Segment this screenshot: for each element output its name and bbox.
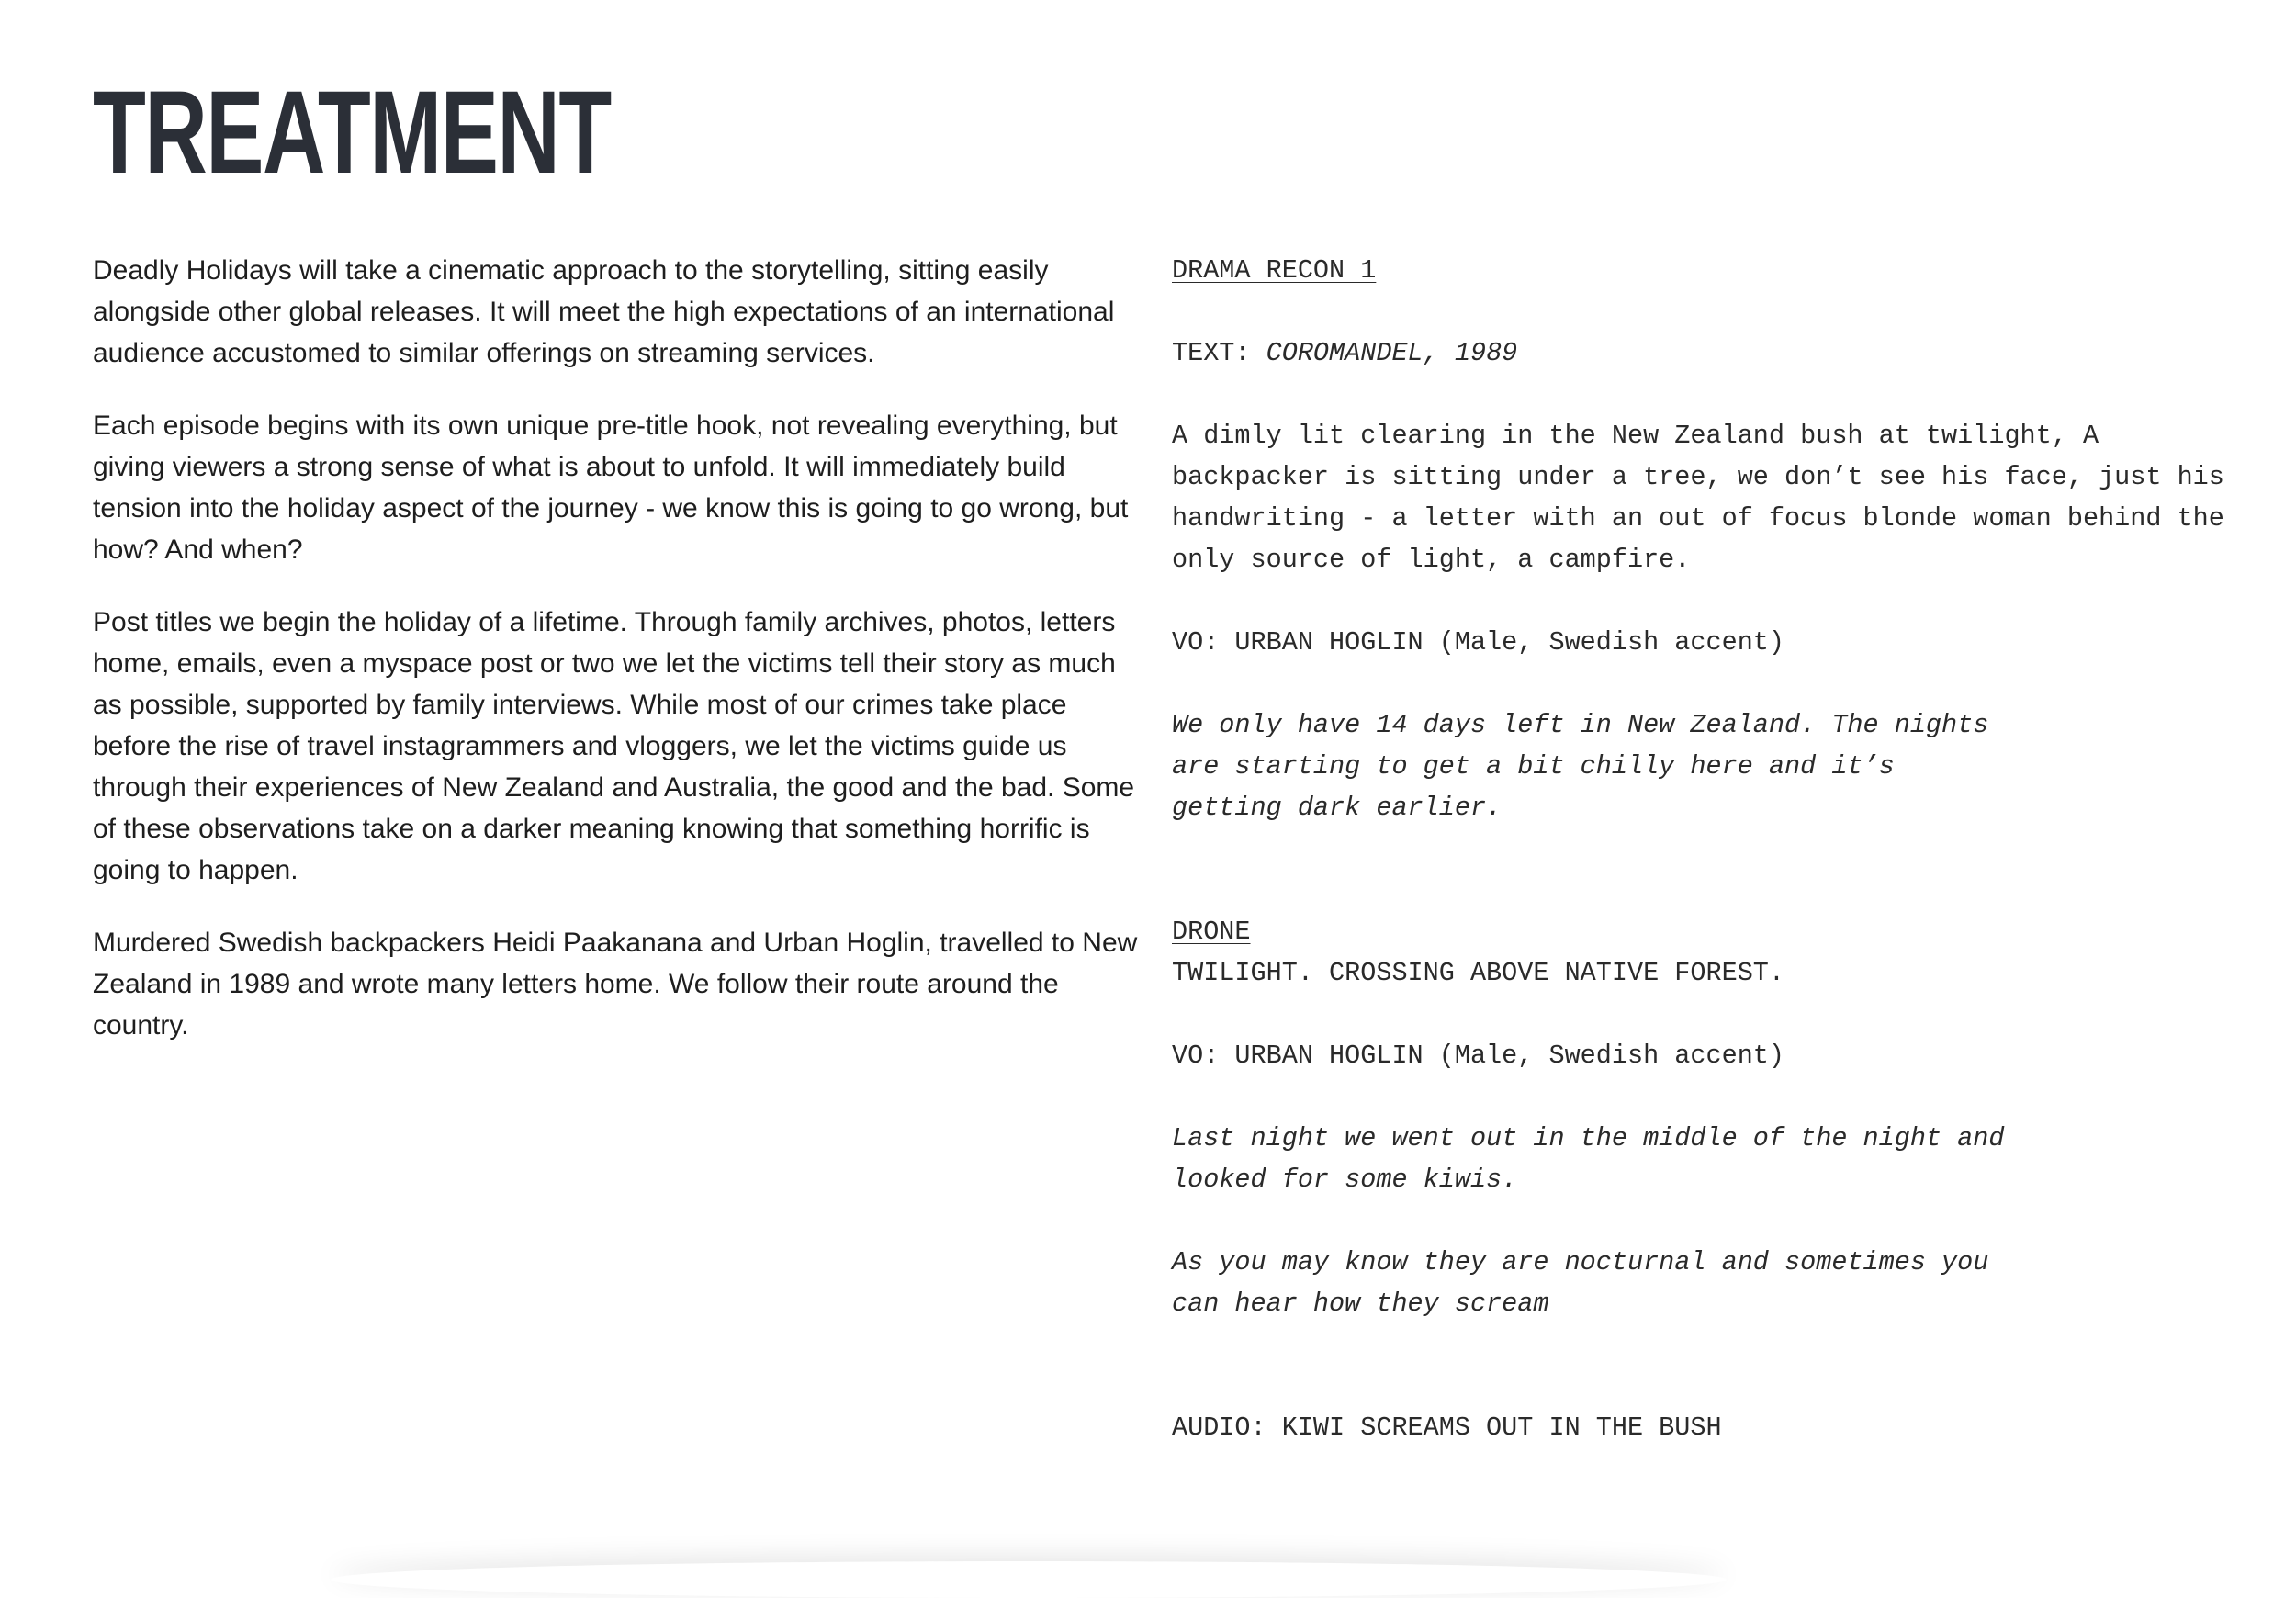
text-card-line bbox=[1172, 332, 2265, 374]
script-column bbox=[1172, 250, 2265, 1448]
text-card-value: COROMANDEL, 1989 bbox=[1266, 338, 1518, 368]
treatment-text-column bbox=[93, 250, 1149, 1077]
voiceover-dialogue: As you may know they are nocturnal and sometimes you can hear how they scream bbox=[1172, 1247, 2005, 1319]
audio-cue: AUDIO: KIWI SCREAMS OUT IN THE BUSH bbox=[1172, 1412, 1722, 1443]
scene-heading: DRAMA RECON 1 bbox=[1172, 255, 1377, 286]
treatment-paragraph: Post titles we begin the holiday of a lifetime. Through family archives, photos, letters home, emails, even a myspace post or two we let the victims tell their story as much as possible, supported by family interviews. While most of our crimes take place before the rise of travel instagrammers and vloggers, we let the victims guide us through their experiences of New Zealand and Australia, the good and the bad. Some of these observations take on a darker meaning knowing that something horrific is going to happen. bbox=[93, 607, 1135, 885]
page-edge-shadow bbox=[331, 1561, 1727, 1598]
treatment-paragraph: Each episode begins with its own unique pre-title hook, not revealing everything, but giving viewers a strong sense of what is about to unfold. It will immediately build tension into the holiday aspect of the journey - we know this is going to go wrong, but how? And when? bbox=[93, 411, 1129, 565]
text-card-label: TEXT: bbox=[1172, 338, 1266, 368]
treatment-paragraph: Deadly Holidays will take a cinematic approach to the storytelling, sitting easily alongside other global releases. It will meet the high expectations of an international audience accustomed to similar offerings on streaming services. bbox=[93, 255, 1115, 368]
voiceover-label: VO: URBAN HOGLIN (Male, Swedish accent) bbox=[1172, 1041, 1785, 1071]
voiceover-dialogue: Last night we went out in the middle of the night and looked for some kiwis. bbox=[1172, 1123, 2020, 1195]
scene-subheading: TWILIGHT. CROSSING ABOVE NATIVE FOREST. bbox=[1172, 958, 1785, 988]
page-title: TREATMENT bbox=[93, 67, 611, 198]
treatment-paragraph: Murdered Swedish backpackers Heidi Paakanana and Urban Hoglin, travelled to New Zealand in 1989 and wrote many letters home. We follow their route around the country. bbox=[93, 928, 1138, 1041]
scene-heading: DRONE bbox=[1172, 917, 1251, 947]
voiceover-dialogue: We only have 14 days left in New Zealand. The nights are starting to get a bit chilly here and it’s getting dark earlier. bbox=[1172, 710, 2005, 823]
voiceover-label: VO: URBAN HOGLIN (Male, Swedish accent) bbox=[1172, 627, 1785, 658]
action-line: A dimly lit clearing in the New Zealand bush at twilight, A backpacker is sitting under a tree, we don’t see his face, just his handwriting - a letter with an out of focus blonde woman behind the only source of light, a campfire. bbox=[1172, 421, 2240, 575]
